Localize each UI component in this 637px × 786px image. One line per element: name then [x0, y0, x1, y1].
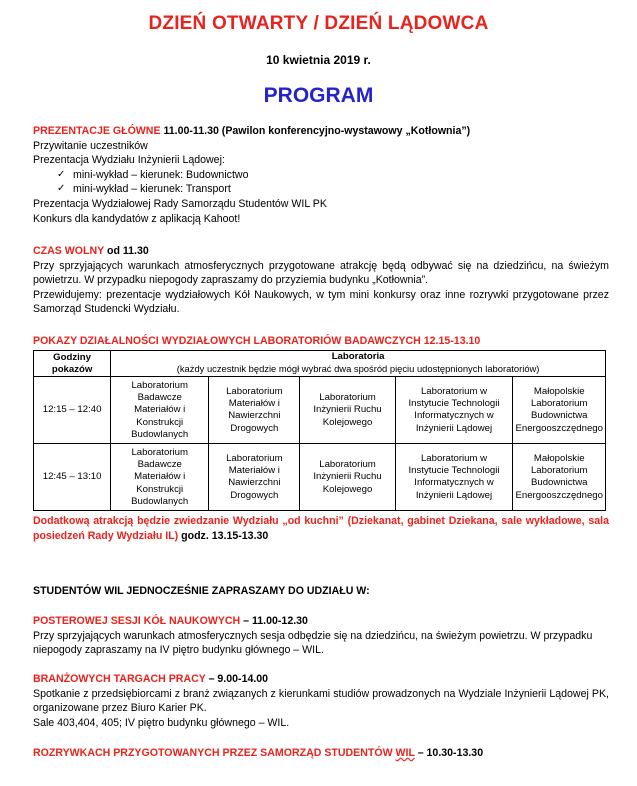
paragraph: Przy sprzyjających warunkach atmosferycznych sesja odbędzie się na dziedzińcu, na świeżym powietrzu. W przypadku niepogody zapraszamy na IV piętro budynku głównego – WIL. [33, 629, 593, 657]
paragraph: Przewidujemy: prezentacje wydziałowych Kół Naukowych, w tym mini konkursy oraz inne rozrywki przygotowane przez Samorząd Studencki Wydziału. [33, 288, 609, 316]
labs-table [33, 350, 606, 511]
section-heading: ROZRYWKACH PRZYGOTOWANYCH PRZEZ SAMORZĄD STUDENTÓW [33, 747, 396, 759]
section-time: 11.00-11.30 (Pawilon konferencyjno-wystawowy „Kotłownia”) [160, 125, 471, 137]
section-time: – 9.00-14.00 [205, 673, 269, 685]
text-line: Prezentacja Wydziałowej Rady Samorządu Studentów WIL PK [33, 197, 327, 210]
paragraph: Przy sprzyjających warunkach atmosferycznych przygotowane atrakcję będą odbywać się na dziedzińcu, na świeżym powietrzu. W przypadku niepogody zapraszamy do przyziemia budynku „Kotłownia”. [33, 259, 609, 287]
section-free-time [33, 244, 609, 317]
extra-attraction [33, 514, 609, 543]
extra-attraction-text: Dodatkową atrakcją będzie zwiedzanie Wydziału „od kuchni” (Dziekanat, gabinet Dziekana, sale wykładowe, sala posiedzeń Rady Wydziału IL) [33, 515, 609, 542]
checklist [33, 168, 609, 197]
program-heading: PROGRAM [263, 84, 374, 107]
text-line: Prezentacja Wydziału Inżynierii Lądowej: [33, 154, 225, 167]
section-time: – 10.30-13.30 [414, 747, 484, 759]
section-poster-session [33, 614, 609, 658]
time-cell: 12:45 – 13:10 [34, 444, 111, 511]
header-sublabel: (każdy uczestnik będzie mógł wybrać dwa spośród pięciu udostępnionych laboratoriów) [176, 363, 540, 375]
section-heading: BRANŻOWYCH TARGACH PRACY [33, 673, 206, 685]
section-heading-line [33, 614, 609, 629]
lab-cell: Laboratorium Badawcze Materiałów i Konstrukcji Budowlanych [111, 377, 209, 444]
table-header-labs [111, 351, 606, 377]
header-label: pokazów [51, 363, 93, 375]
section-games [33, 746, 609, 761]
section-heading: PREZENTACJE GŁÓWNE [33, 125, 161, 137]
table-row [34, 444, 606, 511]
text-line: Konkurs dla kandydatów z aplikacją Kahoot! [33, 212, 241, 225]
header-label: Godziny [53, 351, 91, 363]
section-heading: POKAZY DZIAŁALNOŚCI WYDZIAŁOWYCH LABORATORIÓW BADAWCZYCH [33, 335, 421, 347]
section-heading-line [33, 672, 609, 687]
page-title: DZIEŃ OTWARTY / DZIEŃ LĄDOWCA [148, 13, 489, 34]
lab-cell: Laboratorium Badawcze Materiałów i Konstrukcji Budowlanych [111, 444, 209, 511]
lab-cell: Laboratorium Inżynierii Ruchu Kolejowego [300, 377, 395, 444]
check-icon: ✓ [57, 183, 66, 195]
list-item [57, 182, 609, 197]
table-header-hours [34, 351, 111, 377]
lab-cell: Laboratorium Inżynierii Ruchu Kolejowego [300, 444, 395, 511]
paragraph: Sale 403,404, 405; IV piętro budynku głównego – WIL. [33, 716, 290, 729]
section-time: – 11.00-12.30 [240, 615, 308, 627]
invite-heading: STUDENTÓW WIL JEDNOCZEŚNIE ZAPRASZAMY DO UDZIAŁU W: [33, 585, 370, 597]
paragraph: Spotkanie z przedsiębiorcami z branż związanych z kierunkami studiów prowadzonych na Wydziale Inżynierii Lądowej PK, organizowane przez Biuro Karier PK. [33, 687, 609, 715]
section-heading: CZAS WOLNY [33, 245, 105, 257]
text-line: Przywitanie uczestników [33, 139, 148, 152]
section-heading-wil: WIL [395, 747, 415, 759]
lab-cell: Laboratorium Materiałów i Nawierzchni Drogowych [209, 377, 300, 444]
list-item-label: mini-wykład – kierunek: Budownictwo [73, 168, 249, 181]
lab-cell: Laboratorium w Instytucie Technologii Informatycznych w Inżynierii Lądowej [395, 444, 513, 511]
lab-cell: Małopolskie Laboratorium Budownictwa Energooszczędnego [513, 444, 606, 511]
lab-cell: Małopolskie Laboratorium Budownictwa Energooszczędnego [513, 377, 606, 444]
section-time: 12.15-13.10 [420, 335, 481, 347]
check-icon: ✓ [57, 168, 66, 180]
event-date: 10 kwietnia 2019 r. [266, 53, 371, 67]
header-label: Laboratoria [331, 351, 385, 362]
lab-cell: Laboratorium Materiałów i Nawierzchni Drogowych [209, 444, 300, 511]
section-heading-line [33, 244, 609, 259]
lab-cell: Laboratorium w Instytucie Technologii Informatycznych w Inżynierii Lądowej [395, 377, 513, 444]
list-item-label: mini-wykład – kierunek: Transport [73, 183, 231, 196]
list-item [57, 168, 609, 183]
section-job-fair [33, 672, 609, 730]
time-cell: 12:15 – 12:40 [34, 377, 111, 444]
section-heading-line [33, 124, 609, 139]
section-time: od 11.30 [104, 245, 149, 257]
section-labs-heading [33, 334, 609, 349]
extra-attraction-time: godz. 13.15-13.30 [178, 529, 269, 542]
table-row [34, 377, 606, 444]
section-main-presentations [33, 124, 609, 226]
section-heading: POSTEROWEJ SESJI KÓŁ NAUKOWYCH [33, 615, 241, 627]
